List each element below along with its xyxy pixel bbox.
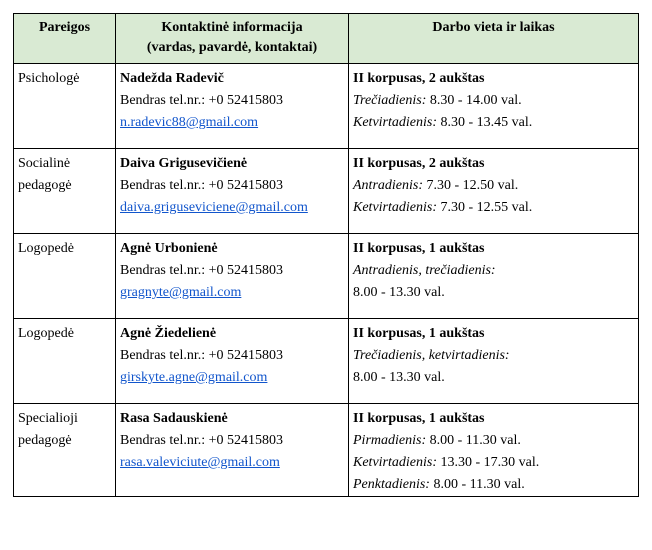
role-text: Psichologė [18, 71, 80, 86]
phone-text: Bendras tel.nr.: +0 52415803 [120, 178, 284, 193]
slot-time: 7.30 - 12.50 val. [423, 178, 519, 193]
person-name: Rasa Sadauskienė [120, 411, 228, 426]
contact-cell [116, 64, 349, 149]
header-contact [116, 14, 349, 64]
slot-day: Pirmadienis: [353, 433, 427, 448]
slot-day: Ketvirtadienis: [353, 115, 437, 130]
role-cell [14, 64, 116, 149]
header-contact-label: Kontaktinė informacija [161, 20, 303, 35]
phone-text: Bendras tel.nr.: +0 52415803 [120, 263, 284, 278]
header-row [14, 14, 639, 64]
schedule-slot [353, 367, 634, 389]
slot-time: 8.00 - 13.30 val. [353, 370, 445, 385]
schedule-cell [349, 404, 639, 497]
work-place: II korpusas, 1 aukštas [353, 241, 485, 256]
schedule-slots [353, 430, 634, 496]
work-place: II korpusas, 2 aukštas [353, 71, 485, 86]
table-row [14, 64, 639, 149]
person-name: Nadežda Radevič [120, 71, 224, 86]
role-cell [14, 319, 116, 404]
phone-text: Bendras tel.nr.: +0 52415803 [120, 348, 284, 363]
role-text: Logopedė [18, 326, 74, 341]
slot-day: Penktadienis: [353, 477, 430, 492]
header-role [14, 14, 116, 64]
slot-day: Antradienis, trečiadienis: [353, 263, 496, 278]
schedule-slot [353, 474, 634, 496]
person-name: Agnė Urbonienė [120, 241, 218, 256]
role-cell [14, 234, 116, 319]
schedule-slot [353, 260, 634, 282]
slot-time: 13.30 - 17.30 val. [437, 455, 540, 470]
schedule-cell [349, 64, 639, 149]
schedule-slots [353, 345, 634, 389]
header-role-label: Pareigos [38, 20, 91, 35]
slot-time: 8.00 - 11.30 val. [429, 477, 525, 492]
schedule-slot [353, 90, 634, 112]
slot-day: Ketvirtadienis: [353, 200, 437, 215]
header-contact-sublabel: (vardas, pavardė, kontaktai) [146, 40, 318, 55]
contact-cell [116, 404, 349, 497]
schedule-slot [353, 345, 634, 367]
schedule-slot [353, 282, 634, 304]
slot-time: 8.30 - 14.00 val. [426, 93, 522, 108]
schedule-slot [353, 430, 634, 452]
schedule-slots [353, 90, 634, 134]
slot-time: 7.30 - 12.55 val. [437, 200, 533, 215]
role-text: Logopedė [18, 241, 74, 256]
table-row [14, 149, 639, 234]
person-name: Agnė Žiedelienė [120, 326, 217, 341]
header-schedule [349, 14, 639, 64]
table-row [14, 319, 639, 404]
schedule-slot [353, 452, 634, 474]
schedule-cell [349, 149, 639, 234]
slot-day: Trečiadienis: [353, 93, 427, 108]
table-header [14, 14, 639, 64]
email-link[interactable]: girskyte.agne@gmail.com [120, 370, 268, 385]
person-name: Daiva Grigusevičienė [120, 156, 248, 171]
schedule-slot [353, 175, 634, 197]
phone-text: Bendras tel.nr.: +0 52415803 [120, 93, 284, 108]
slot-day: Ketvirtadienis: [353, 455, 437, 470]
work-place: II korpusas, 1 aukštas [353, 326, 485, 341]
slot-time: 8.00 - 13.30 val. [353, 285, 445, 300]
email-link[interactable]: daiva.griguseviciene@gmail.com [120, 200, 308, 215]
slot-day: Trečiadienis, ketvirtadienis: [353, 348, 510, 363]
slot-time: 8.00 - 11.30 val. [426, 433, 521, 448]
role-cell [14, 404, 116, 497]
role-text: Socialinė pedagogė [18, 156, 72, 193]
contact-cell [116, 234, 349, 319]
table-body [14, 64, 639, 497]
schedule-slot [353, 197, 634, 219]
slot-day: Antradienis: [353, 178, 423, 193]
table-row [14, 234, 639, 319]
work-place: II korpusas, 1 aukštas [353, 411, 485, 426]
slot-time: 8.30 - 13.45 val. [437, 115, 533, 130]
email-link[interactable]: rasa.valeviciute@gmail.com [120, 455, 280, 470]
header-schedule-label: Darbo vieta ir laikas [432, 20, 555, 35]
work-place: II korpusas, 2 aukštas [353, 156, 485, 171]
schedule-cell [349, 234, 639, 319]
schedule-slot [353, 112, 634, 134]
schedule-slots [353, 175, 634, 219]
schedule-slots [353, 260, 634, 304]
role-text: Specialioji pedagogė [18, 411, 78, 448]
staff-contacts-table [13, 13, 639, 497]
phone-text: Bendras tel.nr.: +0 52415803 [120, 433, 284, 448]
contact-cell [116, 319, 349, 404]
schedule-cell [349, 319, 639, 404]
contact-cell [116, 149, 349, 234]
email-link[interactable]: gragnyte@gmail.com [120, 285, 242, 300]
email-link[interactable]: n.radevic88@gmail.com [120, 115, 259, 130]
role-cell [14, 149, 116, 234]
table-row [14, 404, 639, 497]
